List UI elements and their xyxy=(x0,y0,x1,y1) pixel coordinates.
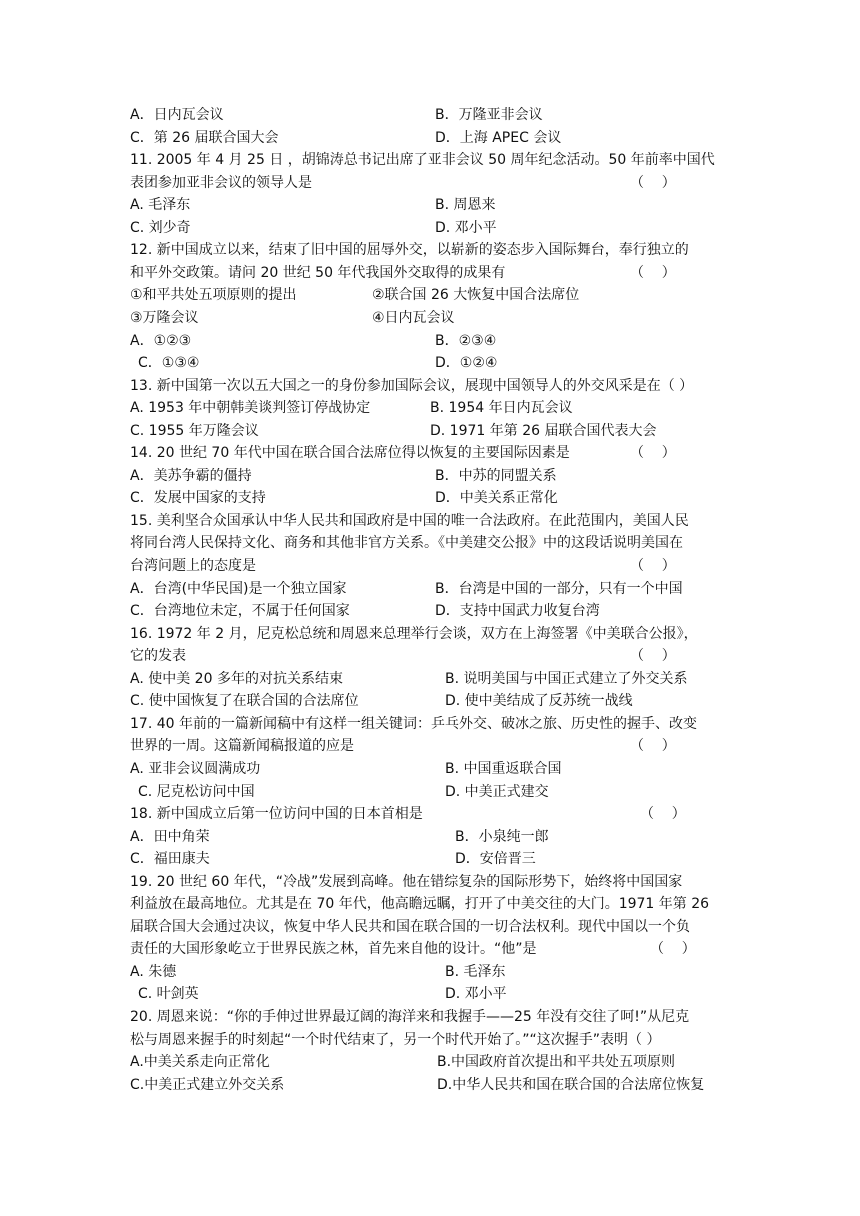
question-text-line: 20. 周恩来说：“你的手伸过世界最辽阔的海洋来和我握手——25 年没有交往了呵!”从尼克 xyxy=(130,1009,690,1025)
option-right: D. 邓小平 xyxy=(435,220,497,236)
option-left: A. 朱德 xyxy=(130,964,177,980)
question-text-line: 将同台湾人民保持文化、商务和其他非官方关系。《中美建交公报》中的这段话说明美国在 xyxy=(130,535,683,551)
question-text-line: 13. 新中国第一次以五大国之一的身份参加国际会议，展现中国领导人的外交风采是在（ ） xyxy=(130,378,694,394)
option-left: ①和平共处五项原则的提出 xyxy=(130,287,297,303)
question-text-line: 17. 40 年前的一篇新闻稿中有这样一组关键词：乒乓外交、破冰之旅、历史性的握手、改变 xyxy=(130,716,697,732)
option-right: B. 周恩来 xyxy=(435,197,496,213)
question-text-line: 15. 美利坚合众国承认中华人民共和国政府是中国的唯一合法政府。在此范围内，美国人民 xyxy=(130,513,689,529)
option-right: B. 毛泽东 xyxy=(445,964,506,980)
option-right: B．台湾是中国的一部分，只有一个中国 xyxy=(435,581,683,597)
option-left: ③万隆会议 xyxy=(130,310,199,326)
option-left: A．①②③ xyxy=(130,333,192,349)
option-right: B．万隆亚非会议 xyxy=(435,107,543,123)
option-right: D．支持中国武力收复台湾 xyxy=(435,603,600,619)
option-right: D. 1971 年第 26 届联合国代表大会 xyxy=(430,423,657,439)
question-text-line: 届联合国大会通过决议，恢复中华人民共和国在联合国的一切合法权利。现代中国以一个负 xyxy=(130,919,690,935)
option-right: B. 中国重返联合国 xyxy=(445,761,562,777)
question-text-line: 19. 20 世纪 60 年代，“冷战”发展到高峰。他在错综复杂的国际形势下，始终将中国国家 xyxy=(130,874,683,890)
option-left: C．第 26 届联合国大会 xyxy=(130,130,279,146)
option-right: D．安倍晋三 xyxy=(455,851,536,867)
option-left: A. 毛泽东 xyxy=(130,197,191,213)
option-right: D．上海 APEC 会议 xyxy=(435,130,562,146)
answer-blank: （ ） xyxy=(630,558,676,574)
option-right: D. 使中美结成了反苏统一战线 xyxy=(445,693,633,709)
option-left: A．田中角荣 xyxy=(130,829,210,845)
question-text-line: 世界的一周。这篇新闻稿报道的应是 xyxy=(130,738,354,754)
option-left: A. 亚非会议圆满成功 xyxy=(130,761,261,777)
question-text-line: 11. 2005 年 4 月 25 日 ，胡锦涛总书记出席了亚非会议 50 周年纪念活动。50 年前率中国代 xyxy=(130,152,715,168)
option-right: D. 邓小平 xyxy=(445,986,507,1002)
question-text-line: 表团参加亚非会议的领导人是 xyxy=(130,175,312,191)
question-text-line: 和平外交政策。请问 20 世纪 50 年代我国外交取得的成果有 xyxy=(130,265,506,281)
option-right: B．②③④ xyxy=(435,333,497,349)
option-right: D．①②④ xyxy=(435,355,498,371)
option-left: A.中美关系走向正常化 xyxy=(130,1054,270,1070)
question-text-line: 16. 1972 年 2 月，尼克松总统和周恩来总理举行会谈，双方在上海签署《中美联合公报》， xyxy=(130,626,698,642)
answer-blank: （ ） xyxy=(630,175,676,191)
answer-blank: （ ） xyxy=(630,445,676,461)
option-right: D. 中美正式建交 xyxy=(445,784,549,800)
option-left: C．福田康夫 xyxy=(130,851,210,867)
answer-blank: （ ） xyxy=(650,941,696,957)
option-right: ④日内瓦会议 xyxy=(372,310,455,326)
option-right: B．中苏的同盟关系 xyxy=(435,468,557,484)
option-left: A. 1953 年中朝韩美谈判签订停战协定 xyxy=(130,400,371,416)
question-text-line: 台湾问题上的态度是 xyxy=(130,558,256,574)
option-left: C. 刘少奇 xyxy=(130,220,191,236)
answer-blank: （ ） xyxy=(630,265,676,281)
option-right: D.中华人民共和国在联合国的合法席位恢复 xyxy=(437,1077,705,1093)
option-right: ②联合国 26 大恢复中国合法席位 xyxy=(372,287,580,303)
option-right: B．小泉纯一郎 xyxy=(455,829,549,845)
option-left: A. 使中美 20 多年的对抗关系结束 xyxy=(130,671,343,687)
option-left: C. 1955 年万隆会议 xyxy=(130,423,259,439)
question-text-line: 18. 新中国成立后第一位访问中国的日本首相是 xyxy=(130,806,423,822)
option-left: C．①③④ xyxy=(138,355,200,371)
question-text-line: 松与周恩来握手的时刻起“一个时代结束了，另一个时代开始了。”“这次握手”表明（ ） xyxy=(130,1032,661,1048)
option-left: C．台湾地位未定，不属于任何国家 xyxy=(130,603,350,619)
option-left: C. 使中国恢复了在联合国的合法席位 xyxy=(130,693,359,709)
answer-blank: （ ） xyxy=(630,648,676,664)
question-text-line: 12. 新中国成立以来，结束了旧中国的屈辱外交，以崭新的姿态步入国际舞台，奉行独立的 xyxy=(130,242,689,258)
option-left: A．台湾(中华民国)是一个独立国家 xyxy=(130,581,347,597)
option-right: B. 1954 年日内瓦会议 xyxy=(430,400,573,416)
option-left: C.中美正式建立外交关系 xyxy=(130,1077,285,1093)
question-text-line: 责任的大国形象屹立于世界民族之林，首先来自他的设计。“他”是 xyxy=(130,941,537,957)
option-right: B.中国政府首次提出和平共处五项原则 xyxy=(437,1054,676,1070)
answer-blank: （ ） xyxy=(640,806,686,822)
question-text-line: 14. 20 世纪 70 年代中国在联合国合法席位得以恢复的主要国际因素是 xyxy=(130,445,570,461)
option-left: C. 尼克松访问中国 xyxy=(138,784,255,800)
answer-blank: （ ） xyxy=(630,738,676,754)
question-text-line: 它的发表 xyxy=(130,648,186,664)
option-left: A．美苏争霸的僵持 xyxy=(130,468,252,484)
option-left: A．日内瓦会议 xyxy=(130,107,224,123)
question-text-line: 利益放在最高地位。尤其是在 70 年代，他高瞻远瞩，打开了中美交往的大门。1971 年第 26 xyxy=(130,896,710,912)
option-right: D．中美关系正常化 xyxy=(435,490,558,506)
option-left: C. 叶剑英 xyxy=(138,986,199,1002)
option-right: B. 说明美国与中国正式建立了外交关系 xyxy=(445,671,688,687)
option-left: C．发展中国家的支持 xyxy=(130,490,266,506)
